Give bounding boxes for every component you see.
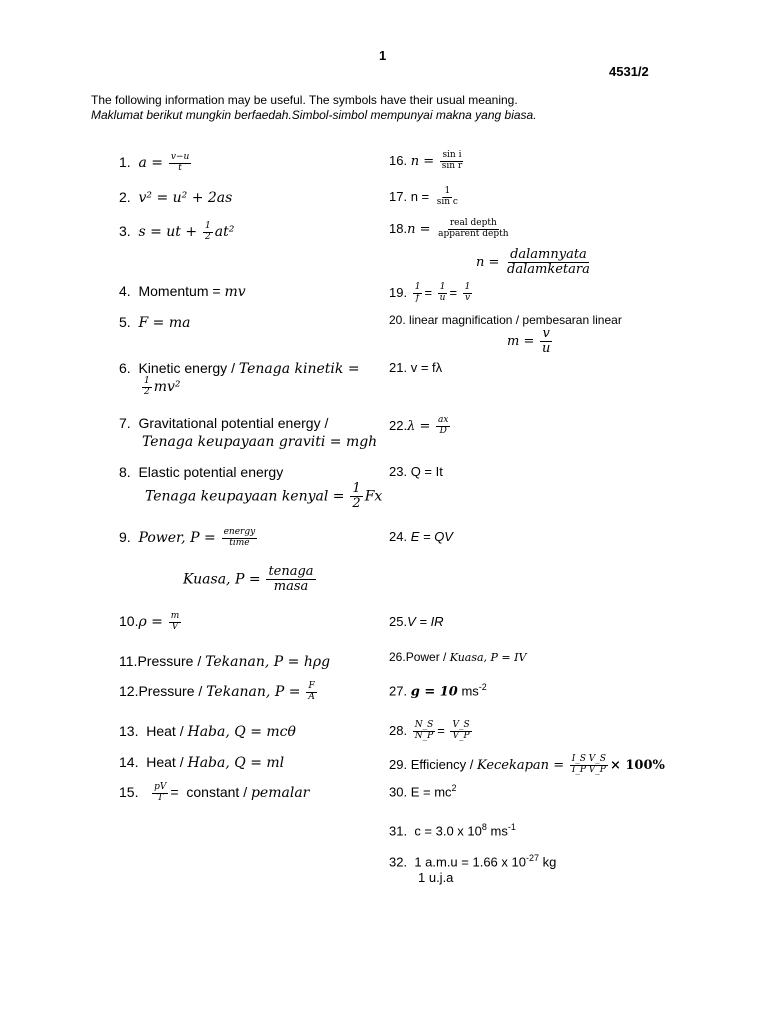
formula-30: 30. $E = mc^2$ bbox=[389, 783, 457, 800]
formula-31: 31. c = 3.0 x $10^8$ $ms^{-1}$ bbox=[389, 822, 516, 839]
formula-26: 26.Power / Kuasa, P = IV bbox=[389, 650, 527, 664]
formula-9-malay: Kuasa, P = $\frac{\text{tenaga}}{\text{masa}}$ bbox=[183, 564, 314, 595]
formula-20-eq: m = $\frac{v}{u}$ bbox=[507, 326, 551, 357]
page-number: 1 bbox=[379, 48, 387, 63]
formula-25: 25.V = IR bbox=[389, 614, 444, 629]
formula-18-malay: n = $\frac{\text{dalamnyata}}{\text{dalamketara}}$ bbox=[476, 247, 590, 278]
intro-malay: Maklumat berikut mungkin berfaedah.Simbol-simbol mempunyai makna yang biasa. bbox=[91, 108, 537, 122]
formula-17: 17. n = $\frac{1}{\text{sin c}}$ bbox=[389, 186, 458, 207]
formula-2: 2. v² = u² + 2as bbox=[119, 189, 233, 206]
formula-6: 6. Kinetic energy / Tenaga kinetik = bbox=[119, 360, 360, 377]
paper-code: 4531/2 bbox=[609, 64, 649, 79]
formula-1: 1. a = $\frac{v-u}{t}$ bbox=[119, 152, 190, 173]
formula-20: 20. linear magnification / pembesaran linear bbox=[389, 313, 622, 327]
formula-15: 15. $\frac{pV}{T}$ = constant / pemalar bbox=[119, 782, 310, 803]
formula-32-malay: 1 u.j.a bbox=[418, 870, 454, 885]
formula-13: 13. Heat / Haba, Q = mcθ bbox=[119, 723, 296, 740]
formula-22: 22.λ = $\frac{ax}{D}$ bbox=[389, 415, 449, 436]
formula-29: 29. Efficiency / Kecekapan = $\frac{\text{I\_S V\_S}}{\text{I\_P V\_P}}$ × 100% bbox=[389, 754, 665, 775]
formula-10: 10.ρ = $\frac{m}{V}$ bbox=[119, 611, 180, 632]
formula-3: 3. s = ut + $\frac{1}{2}$ at² bbox=[119, 221, 235, 242]
formula-7: 7. Gravitational potential energy / bbox=[119, 415, 329, 431]
formula-11: 11.Pressure / Tekanan, P = hρg bbox=[119, 653, 331, 670]
intro-english: The following information may be useful. The symbols have their usual meaning. bbox=[91, 93, 518, 107]
formula-21: 21. v = fλ bbox=[389, 360, 443, 375]
formula-24: 24. E = QV bbox=[389, 529, 453, 544]
formula-12: 12.Pressure / Tekanan, P = $\frac{F}{A}$ bbox=[119, 681, 315, 702]
formula-4: 4. Momentum = mv bbox=[119, 283, 246, 300]
formula-7-malay: Tenaga keupayaan graviti = mgh bbox=[142, 434, 378, 450]
formula-27: 27. g = 10 $ms^{-2}$ bbox=[389, 682, 487, 700]
formula-8-malay: Tenaga keupayaan kenyal = $\frac{1}{2}$ Fx bbox=[145, 481, 383, 512]
formula-6-rhs: $\frac{1}{2}$ mv² bbox=[144, 376, 181, 397]
formula-28: 28. $\frac{N\_S}{N\_P}$ = $\frac{V\_S}{V\_P}$ bbox=[389, 720, 470, 741]
formula-16: 16. n = $\frac{\text{sin i}}{\text{sin r}}$ bbox=[389, 150, 463, 171]
formula-23: 23. Q = It bbox=[389, 464, 443, 479]
formula-19: 19. $\frac{1}{f}$ = $\frac{1}{u}$ = $\frac{1}{v}$ bbox=[389, 282, 471, 303]
formula-5: 5. F = ma bbox=[119, 314, 191, 331]
formula-9: 9. Power, P = $\frac{\text{energy}}{\text{time}}$ bbox=[119, 527, 256, 548]
formula-8: 8. Elastic potential energy bbox=[119, 464, 284, 480]
formula-18: 18.n = $\frac{\text{real depth}}{\text{apparent depth}}$ bbox=[389, 218, 509, 239]
formula-14: 14. Heat / Haba, Q = ml bbox=[119, 754, 285, 771]
formula-32: 32. 1 a.m.u = 1.66 x $10^{-27}$ kg bbox=[389, 853, 557, 870]
